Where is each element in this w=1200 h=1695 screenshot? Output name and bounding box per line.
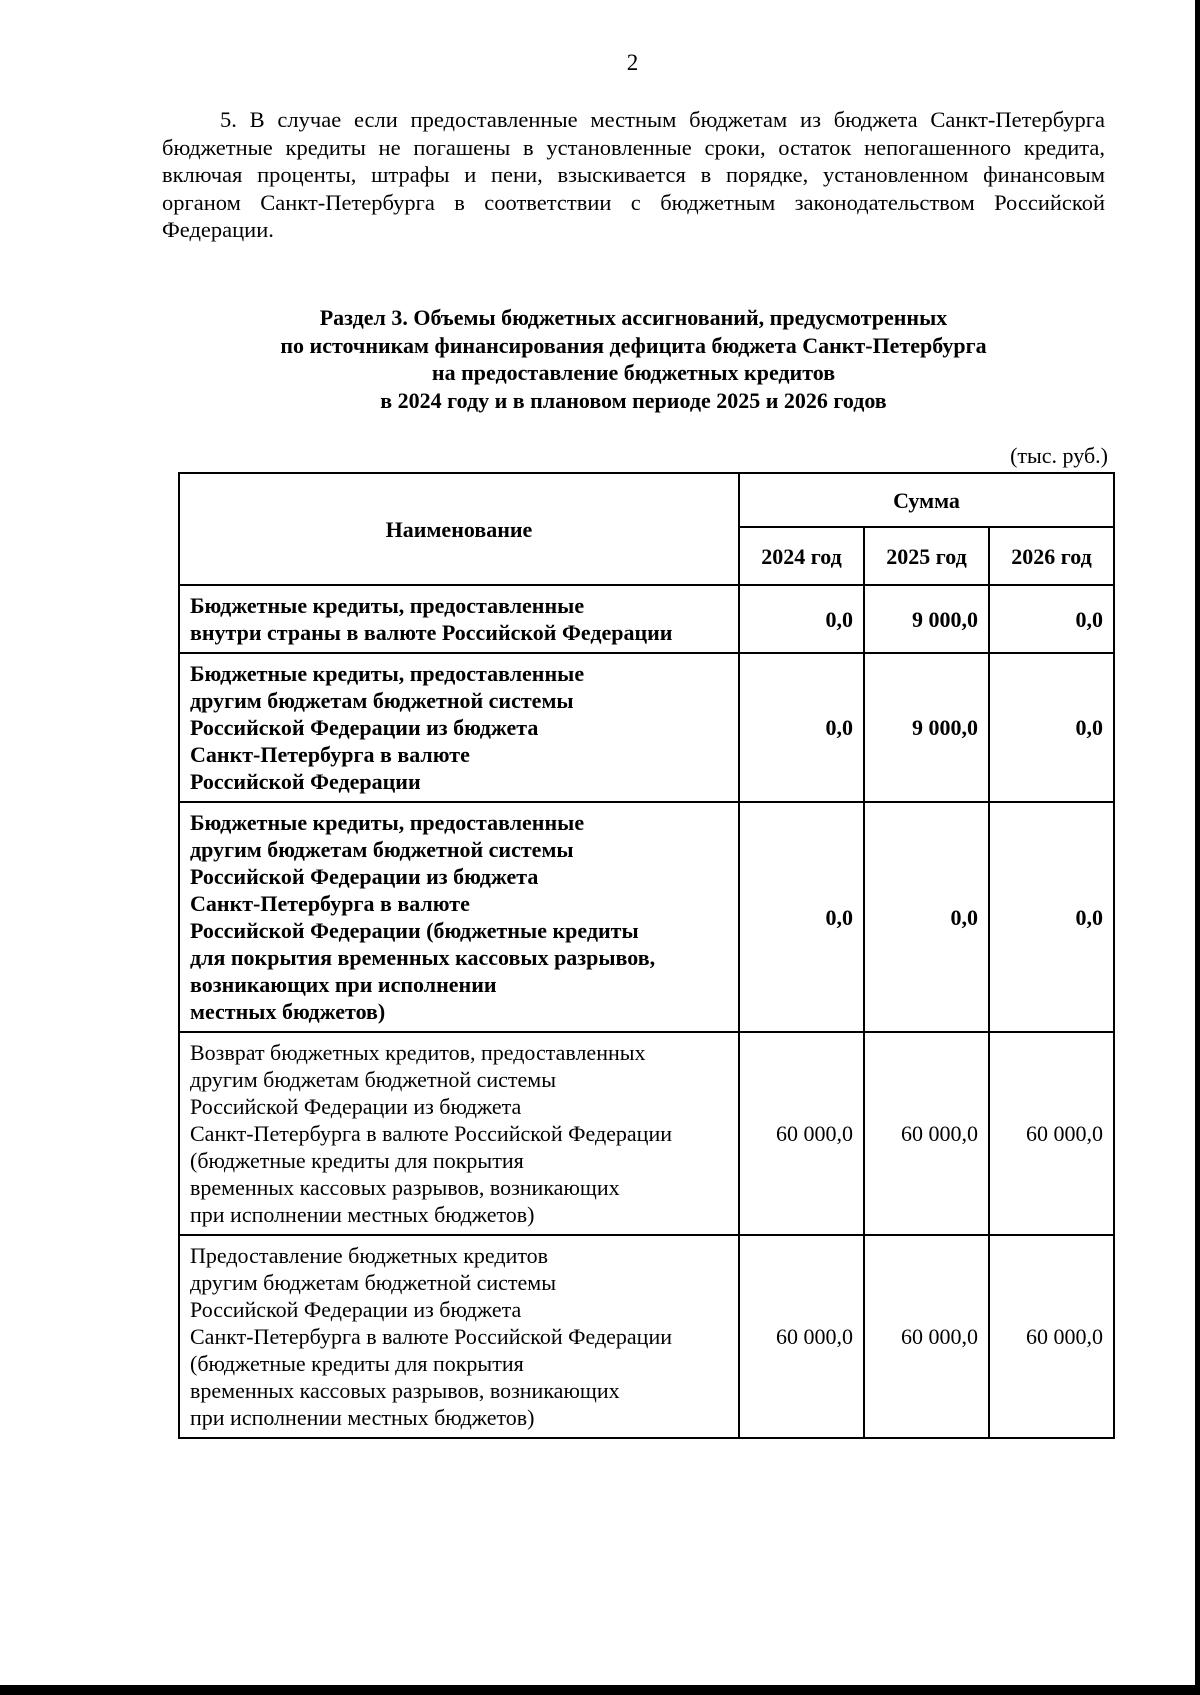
- row-name-line: Санкт-Петербурга в валюте Российской Федерации: [190, 1121, 672, 1146]
- table-row: [179, 653, 1114, 802]
- row-name-line: внутри страны в валюте Российской Федерации: [190, 620, 673, 645]
- page-number: 2: [626, 50, 639, 75]
- value-2026: 0,0: [989, 802, 1114, 1032]
- scan-border-right: [1195, 0, 1200, 1695]
- row-name: [179, 802, 739, 1032]
- row-name-line: при исполнении местных бюджетов): [190, 1202, 535, 1227]
- row-name: [179, 653, 739, 802]
- section-heading-line: по источникам финансирования дефицита бюджета Санкт-Петербурга: [280, 332, 987, 358]
- value-2025: 60 000,0: [864, 1032, 989, 1235]
- header-year-2025: 2025 год: [864, 527, 989, 585]
- row-name-line: Российской Федерации из бюджета: [190, 864, 539, 889]
- row-name-line: Российской Федерации: [190, 769, 421, 794]
- table-header: [179, 473, 1114, 585]
- header-name: Наименование: [179, 473, 739, 585]
- units-label: (тыс. руб.): [1010, 443, 1108, 468]
- row-name-line: (бюджетные кредиты для покрытия: [190, 1351, 524, 1376]
- header-sum: Сумма: [739, 473, 1114, 527]
- table-row: [179, 802, 1114, 1032]
- row-name-line: Санкт-Петербурга в валюте: [190, 891, 470, 916]
- row-name: [179, 1032, 739, 1235]
- row-name-line: Российской Федерации из бюджета: [190, 715, 539, 740]
- value-2024: 0,0: [739, 653, 864, 802]
- section-heading-line: на предоставление бюджетных кредитов: [431, 360, 836, 385]
- row-name-line: для покрытия временных кассовых разрывов,: [190, 945, 656, 970]
- scan-border-bottom: [0, 1685, 1200, 1695]
- value-2024: 0,0: [739, 585, 864, 653]
- paragraph-5: 5. В случае если предоставленные местным бюджетам из бюджета Санкт-Петербурга бюджетные кредиты не погашены в установленные сроки, остаток непогашенного кредита, включая проценты, штрафы и пени, взыскивается в порядке, установленном финансовым органом Санкт-Петербурга в соответствии с бюджетным законодательством Российской Федерации.: [162, 107, 1105, 242]
- header-year-2024: 2024 год: [739, 527, 864, 585]
- table-row: [179, 585, 1114, 653]
- row-name: [179, 1235, 739, 1438]
- row-name-line: (бюджетные кредиты для покрытия: [190, 1148, 524, 1173]
- row-name-line: Возврат бюджетных кредитов, предоставленных: [190, 1040, 646, 1065]
- row-name-line: временных кассовых разрывов, возникающих: [190, 1175, 620, 1200]
- table-row: [179, 1032, 1114, 1235]
- row-name-line: Российской Федерации из бюджета: [190, 1094, 522, 1119]
- value-2026: 60 000,0: [989, 1032, 1114, 1235]
- section-heading-line: Раздел 3. Объемы бюджетных ассигнований, предусмотренных: [319, 305, 948, 330]
- header-year-2026: 2026 год: [989, 527, 1114, 585]
- row-name-line: другим бюджетам бюджетной системы: [190, 1270, 556, 1295]
- row-name-line: возникающих при исполнении: [190, 972, 497, 997]
- row-name-line: Бюджетные кредиты, предоставленные: [190, 593, 585, 618]
- row-name-line: при исполнении местных бюджетов): [190, 1405, 535, 1430]
- row-name-line: другим бюджетам бюджетной системы: [190, 1067, 556, 1092]
- value-2025: 0,0: [864, 802, 989, 1032]
- row-name-line: Российской Федерации из бюджета: [190, 1297, 522, 1322]
- value-2025: 9 000,0: [864, 585, 989, 653]
- row-name-line: Санкт-Петербурга в валюте Российской Федерации: [190, 1324, 672, 1349]
- row-name: [179, 585, 739, 653]
- value-2025: 60 000,0: [864, 1235, 989, 1438]
- row-name-line: Санкт-Петербурга в валюте: [190, 742, 470, 767]
- value-2024: 60 000,0: [739, 1032, 864, 1235]
- row-name-line: местных бюджетов): [190, 999, 386, 1024]
- row-name-line: временных кассовых разрывов, возникающих: [190, 1378, 620, 1403]
- value-2026: 60 000,0: [989, 1235, 1114, 1438]
- value-2026: 0,0: [989, 653, 1114, 802]
- table-body: [179, 585, 1114, 1438]
- row-name-line: Бюджетные кредиты, предоставленные: [190, 661, 585, 686]
- row-name-line: другим бюджетам бюджетной системы: [190, 837, 574, 862]
- row-name-line: Российской Федерации (бюджетные кредиты: [190, 918, 639, 943]
- value-2026: 0,0: [989, 585, 1114, 653]
- value-2024: 0,0: [739, 802, 864, 1032]
- section-heading-line: в 2024 году и в плановом периоде 2025 и 2026 годов: [380, 387, 887, 413]
- section-heading: [162, 304, 1105, 414]
- value-2024: 60 000,0: [739, 1235, 864, 1438]
- row-name-line: другим бюджетам бюджетной системы: [190, 688, 574, 713]
- budget-table: [178, 472, 1115, 1439]
- value-2025: 9 000,0: [864, 653, 989, 802]
- row-name-line: Бюджетные кредиты, предоставленные: [190, 810, 585, 835]
- row-name-line: Предоставление бюджетных кредитов: [190, 1243, 549, 1268]
- table-row: [179, 1235, 1114, 1438]
